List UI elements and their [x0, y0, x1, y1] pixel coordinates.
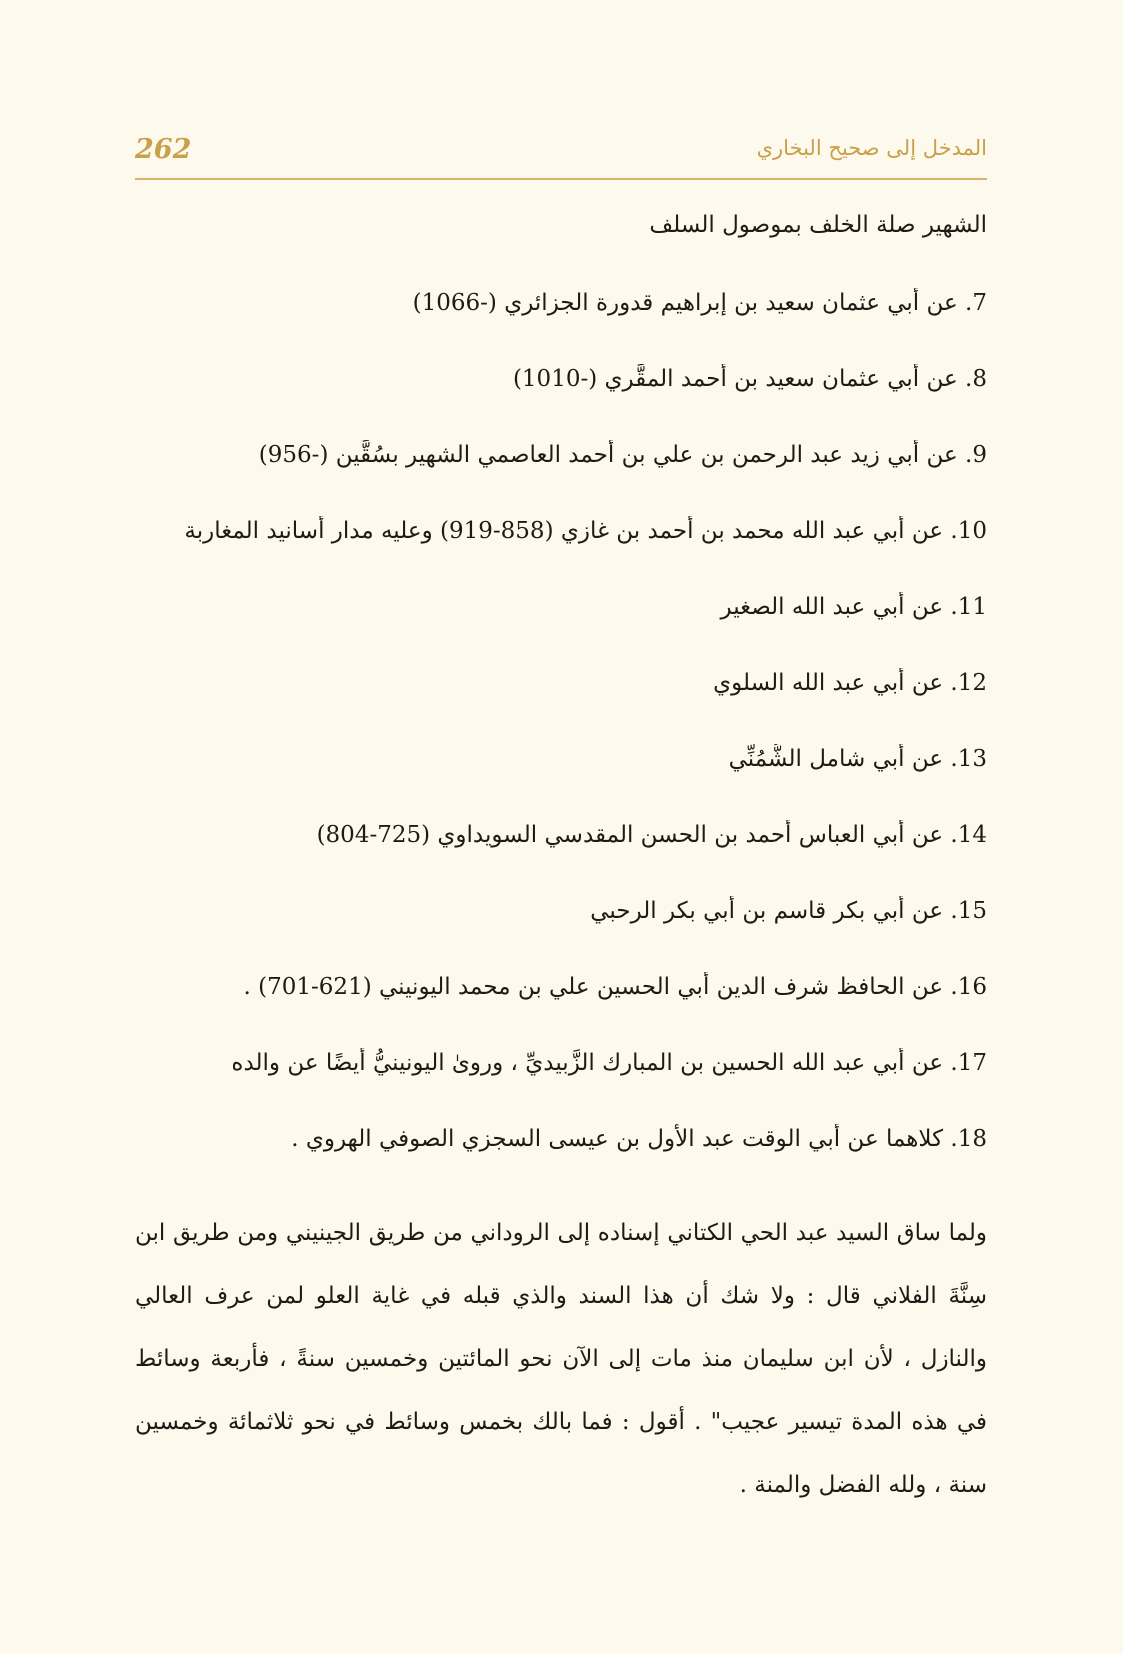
chain-number: 17. — [950, 1050, 987, 1076]
chain-number: 11. — [950, 594, 987, 620]
chain-number: 12. — [950, 670, 987, 696]
chain-item-14 — [135, 820, 987, 896]
chain-text: عن أبي عثمان سعيد بن أحمد المقَّري (-1010) — [512, 366, 958, 392]
chain-number: 7. — [965, 290, 987, 316]
chain-item-10 — [135, 516, 987, 592]
chain-item-18 — [135, 1124, 987, 1200]
chain-item-16 — [135, 972, 987, 1048]
chain-item-8 — [135, 364, 987, 440]
chain-text: عن أبي عبد الله السلوي — [713, 670, 944, 696]
page-header — [135, 128, 987, 180]
closing-paragraph: ولما ساق السيد عبد الحي الكتاني إسناده إلى الروداني من طريق الجينيني ومن طريق ابن سِنَّةَ الفلاني قال : ولا شك أن هذا السند والذي قبله في غاية العلو لمن عرف العالي والنازل ، لأن ابن سليمان منذ مات إلى الآن نحو المائتين وخمسين سنةً ، فأربعة وسائط في هذه المدة تيسير عجيب" . أقول : فما بالك بخمس وسائط في نحو ثلاثمائة وخمسين سنة ، ولله الفضل والمنة . — [135, 1220, 987, 1498]
chain-item-9 — [135, 440, 987, 516]
page-number: 262 — [135, 134, 192, 165]
chain-number: 16. — [950, 974, 987, 1000]
chain-item-17 — [135, 1048, 987, 1124]
chain-text: عن أبي العباس أحمد بن الحسن المقدسي السويداوي (725-804) — [316, 822, 944, 848]
chain-item-11 — [135, 592, 987, 668]
chain-number: 18. — [950, 1126, 987, 1152]
chain-item-7 — [135, 288, 987, 364]
page-body — [135, 210, 987, 1517]
running-title: المدخل إلى صحيح البخاري — [756, 136, 987, 160]
chain-text: عن أبي عبد الله الحسين بن المبارك الزَّبيديِّ ، وروىٰ اليونينيُّ أيضًا عن والده — [231, 1050, 944, 1076]
chain-number: 10. — [950, 518, 987, 544]
chain-number: 14. — [950, 822, 987, 848]
opening-line: الشهير صلة الخلف بموصول السلف — [649, 212, 987, 238]
chain-text: عن أبي عبد الله محمد بن أحمد بن غازي (858-919) وعليه مدار أسانيد المغاربة — [184, 518, 944, 544]
chain-item-13 — [135, 744, 987, 820]
chain-number: 8. — [965, 366, 987, 392]
chain-text: عن أبي بكر قاسم بن أبي بكر الرحبي — [590, 898, 944, 924]
chain-text: كلاهما عن أبي الوقت عبد الأول بن عيسى السجزي الصوفي الهروي . — [291, 1126, 944, 1152]
chain-number: 15. — [950, 898, 987, 924]
chain-item-12 — [135, 668, 987, 744]
chain-text: عن أبي عثمان سعيد بن إبراهيم قدورة الجزائري (-1066) — [412, 290, 958, 316]
chain-text: عن الحافظ شرف الدين أبي الحسين علي بن محمد اليونيني (621-701) . — [243, 974, 944, 1000]
chain-text: عن أبي شامل الشُّمُنِّي — [728, 746, 944, 772]
chain-number: 13. — [950, 746, 987, 772]
chain-item-15 — [135, 896, 987, 972]
chain-number: 9. — [965, 442, 987, 468]
chain-text: عن أبي عبد الله الصغير — [720, 594, 944, 620]
chain-text: عن أبي زيد عبد الرحمن بن علي بن أحمد العاصمي الشهير بسُقَّين (-956) — [258, 442, 958, 468]
